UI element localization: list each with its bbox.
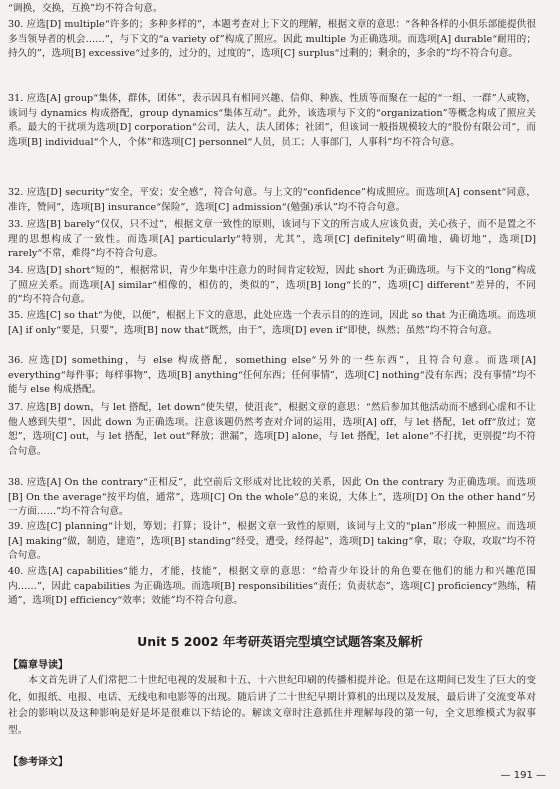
answer-item: 38. 应选[A] On the contrary“正相反”，此空前后文形成对比比较的关系，因此 On the contrary 为正确选项。而选项[B] On the average“按平均值，通常”，选项[C] On the whole“总的来说，大体上”，选项[D] On the other hand“另一方面……”均不符合句意。 <box>8 477 536 518</box>
answer-item: 36. 应选[D] something，与 else 构成搭配，something else“另外的一些东西”，且符合句意。而选项[A] everything“每件事；每样事物”，选项[B] anything“任何东西；任何事情”，选项[C] nothing“没有东西；没有事情”均不能与 else 构成搭配。 <box>8 355 536 396</box>
section-heading-translation: 【参考译文】 <box>8 757 68 768</box>
unit-title: Unit 5 2002 年考研英语完型填空试题答案及解析 <box>137 634 423 649</box>
answer-item: 37. 应选[B] down，与 let 搭配，let down“使失望，使沮丧”，根据文章的意思：“然后参加其他活动而不感到心虚和不让他人感到失望”，因此 down 为正确选项。注意该题仍然考查对介词的运用，选项[A] off，与 let 搭配，let off“放过；宽恕”，选项[C] out，与 let 搭配，let out“释放；泄漏”，选项[D] alone，与 let 搭配，let alone“不打扰，更别提”均不符合句意。 <box>8 402 536 458</box>
answer-item: 35. 应选[C] so that“为使，以便”，根据上下文的意思，此处应选一个表示目的的连词，因此 so that 为正确选项。而选项[A] if only“要是，只要”，选项[B] now that“既然，由于”，选项[D] even if“即使，纵然；虽然”均不符合句意。 <box>8 310 536 336</box>
page-number: — 191 — <box>500 770 546 781</box>
answer-item: 31. 应选[A] group“集体，群体，团体”，表示因具有相同兴趣、信仰、种族、性质等而聚在一起的“一组、一群”人或物，该词与 dynamics 构成搭配，group dynamics“集体互动”。此外，该选项与下文的“organization”等概念构成了照应关系。最大的干扰项为选项[D] corporation“公司，法人，法人团体；社团”，但该词一般指规模较大的“股份有限公司”，而选项[B] individual“个人，个体”和选项[C] personnel“人员，员工；人事部门，人事科”均不符合句意。 <box>8 93 536 149</box>
answer-item: 34. 应选[D] short“短的”，根据常识，青少年集中注意力的时间肯定较短，因此 short 为正确选项。与下文的“long”构成了照应关系。而选项[A] similar“相像的，相仿的，类似的”，选项[B] long“长的”，选项[C] different“差异的，不同的”均不符合句意。 <box>8 265 536 306</box>
answer-item: 33. 应选[B] barely“仅仅，只不过”，根据文章一致性的原则，该词与下文的所言成人应该负责，关心孩子，而不是置之不理的思想构成了一致性。而选项[A] particularly“特别，尤其”，选项[C] definitely“明确地，确切地”，选项[D] rarely“不常，难得”均不符合句意。 <box>8 219 536 260</box>
answer-item: “调换，交换，互换”均不符合句意。 <box>8 3 163 14</box>
section-heading-intro: 【篇章导读】 <box>8 660 68 671</box>
answer-item: 39. 应选[C] planning“计划，筹划；打算；设计”，根据文章一致性的原则，该词与上文的“plan”形成一种照应。而选项[A] making“做，制造，建造”，选项[B] standing“经受，遭受，经得起”，选项[D] taking“拿，取；夺取，攻取”均不符合句意。 <box>8 521 536 562</box>
intro-paragraph: 本文首先讲了人们常把二十世纪电视的发展和十五、十六世纪印刷的传播相提并论。但是在这期间已发生了巨大的变化，如报纸、电报、电话、无线电和电影等的出现。随后讲了二十世纪早期计算机的出现以及发展，最后讲了交流变革对社会的影响以及这种影响是好是坏是很难以下结论的。解读文章时注意抓住并理解每段的第一句，全文思维模式为叙事型。 <box>8 675 536 736</box>
answer-item: 30. 应选[D] multiple“许多的；多种多样的”，本题考查对上下文的理解，根据文章的意思：“各种各样的小俱乐部能提供很多当领导者的机会……”，与下文的“a variety of”构成了照应。因此 multiple 为正确选项。而选项[A] durable“耐用的；持久的”，选项[B] excessive“过多的，过分的，过度的”，选项[C] surplus“过剩的；剩余的，多余的”均不符合句意。 <box>8 19 536 60</box>
answer-item: 32. 应选[D] security“安全，平安；安全感”，符合句意。与上文的“confidence”构成照应。而选项[A] consent“同意，准许，赞同”，选项[B] insurance“保险”，选项[C] admission“(勉强)承认”均不符合句意。 <box>8 187 536 213</box>
answer-item: 40. 应选[A] capabilities“能力，才能，技能”，根据文章的意思：“给青少年设计的角色要在他们的能力和兴趣范围内……”，因此 capabilities 为正确选项。而选项[B] responsibilities“责任；负责状态”，选项[C] proficiency“熟练，精通”，选项[D] efficiency“效率；效能”均不符合句意。 <box>8 566 536 607</box>
